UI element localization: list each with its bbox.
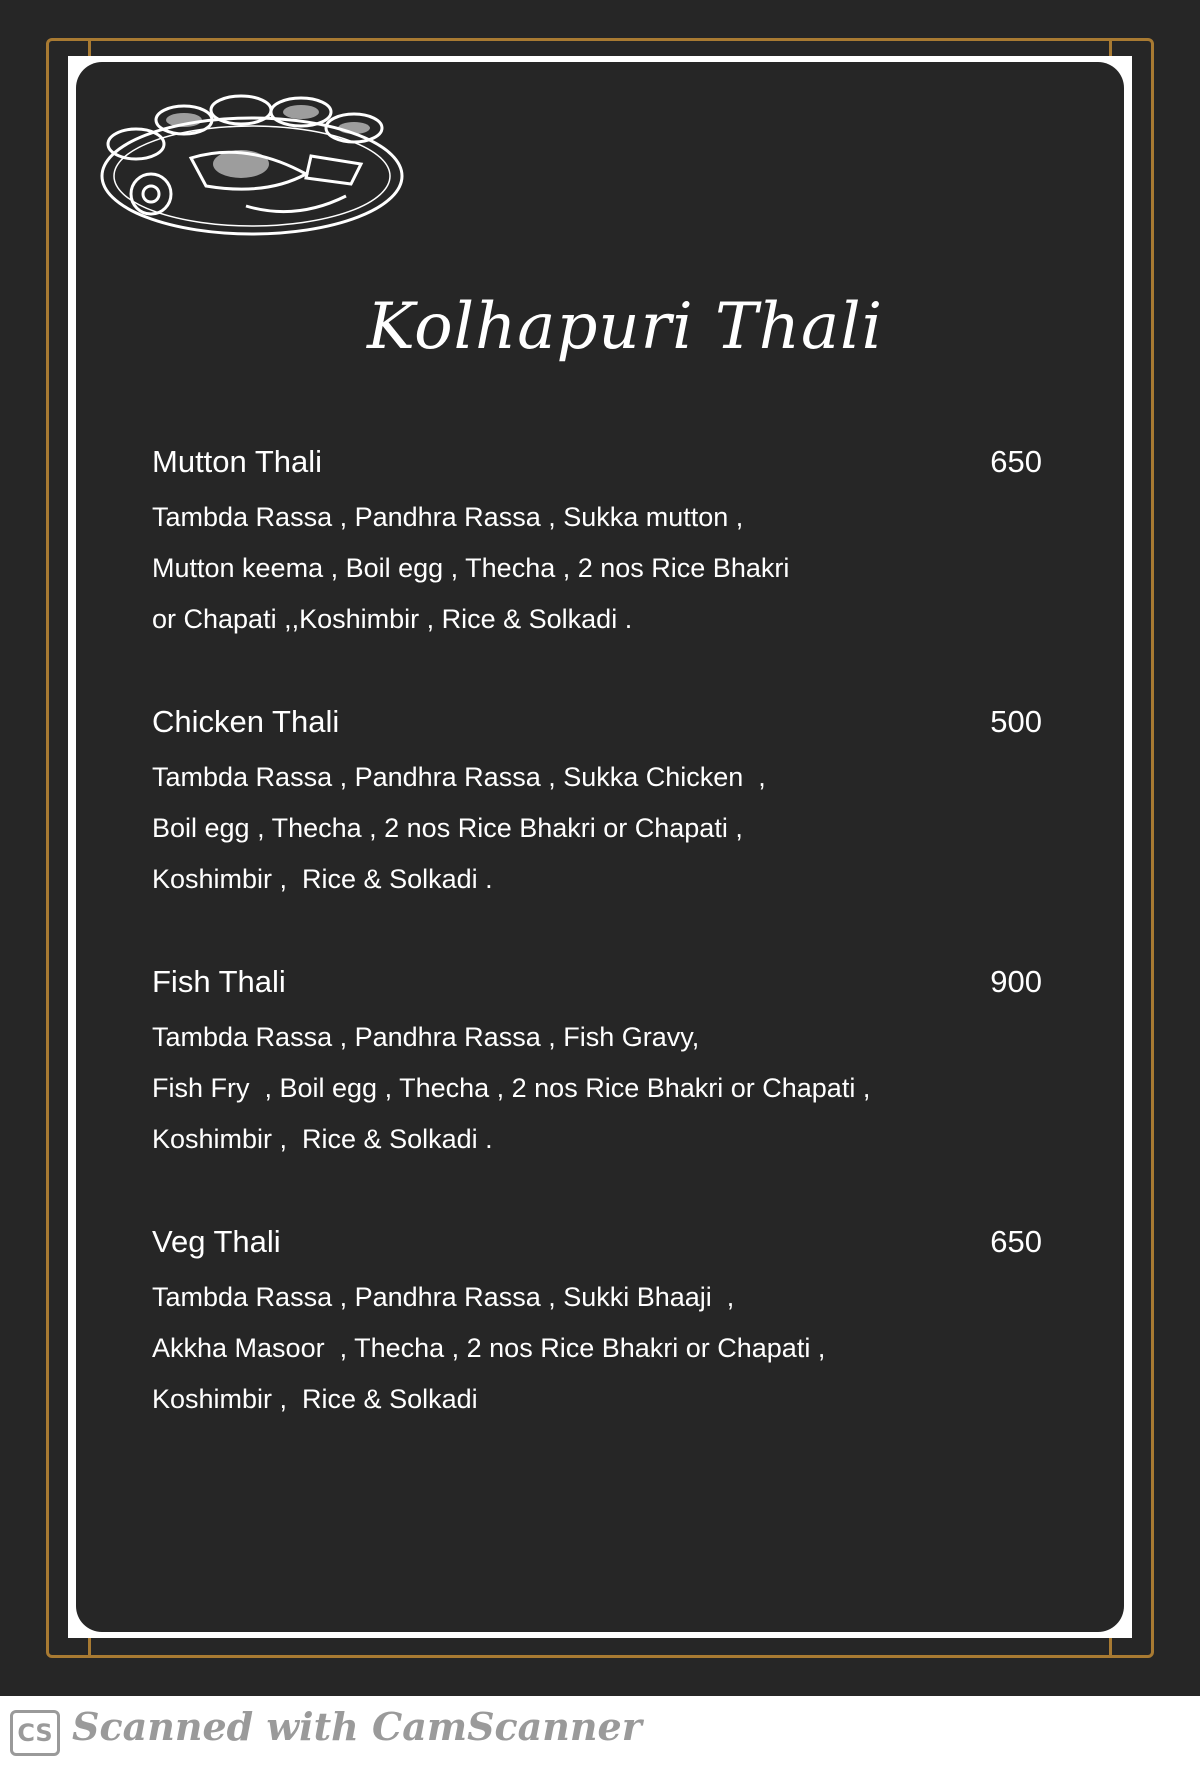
description-line: Akkha Masoor , Thecha , 2 nos Rice Bhakri or Chapati , [152, 1333, 826, 1363]
item-name: Chicken Thali [152, 704, 340, 739]
thali-plate-illustration [96, 86, 408, 246]
description-line: Tambda Rassa , Pandhra Rassa , Sukka mutton , [152, 502, 744, 532]
item-price: 500 [990, 704, 1042, 739]
description-line: Mutton keema , Boil egg , Thecha , 2 nos Rice Bhakri [152, 553, 790, 583]
scanner-watermark-text: Scanned with CamScanner [72, 1704, 642, 1749]
description-line: Koshimbir , Rice & Solkadi . [152, 1124, 493, 1154]
description-line: Koshimbir , Rice & Solkadi [152, 1384, 478, 1414]
menu-item-chicken-thali [152, 702, 1042, 905]
item-name: Fish Thali [152, 964, 286, 999]
item-name: Veg Thali [152, 1224, 281, 1259]
menu-item-mutton-thali [152, 442, 1042, 645]
item-description [152, 752, 1042, 905]
item-price: 900 [990, 964, 1042, 999]
description-line: Tambda Rassa , Pandhra Rassa , Sukki Bhaaji , [152, 1282, 735, 1312]
description-line: Tambda Rassa , Pandhra Rassa , Fish Gravy, [152, 1022, 700, 1052]
description-line: or Chapati ,,Koshimbir , Rice & Solkadi . [152, 604, 633, 634]
description-line: Fish Fry , Boil egg , Thecha , 2 nos Rice Bhakri or Chapati , [152, 1073, 871, 1103]
item-name: Mutton Thali [152, 444, 323, 479]
menu-item-veg-thali [152, 1222, 1042, 1425]
description-line: Tambda Rassa , Pandhra Rassa , Sukka Chicken , [152, 762, 766, 792]
item-description [152, 1012, 1042, 1165]
item-description [152, 492, 1042, 645]
scanner-footer [0, 1696, 1200, 1769]
item-price: 650 [990, 444, 1042, 479]
description-line: Boil egg , Thecha , 2 nos Rice Bhakri or Chapati , [152, 813, 743, 843]
menu-item-fish-thali [152, 962, 1042, 1165]
camscanner-logo-icon: CS [10, 1710, 60, 1756]
item-price: 650 [990, 1224, 1042, 1259]
description-line: Koshimbir , Rice & Solkadi . [152, 864, 493, 894]
item-description [152, 1272, 1042, 1425]
menu-title: Kolhapuri Thali [366, 290, 884, 364]
